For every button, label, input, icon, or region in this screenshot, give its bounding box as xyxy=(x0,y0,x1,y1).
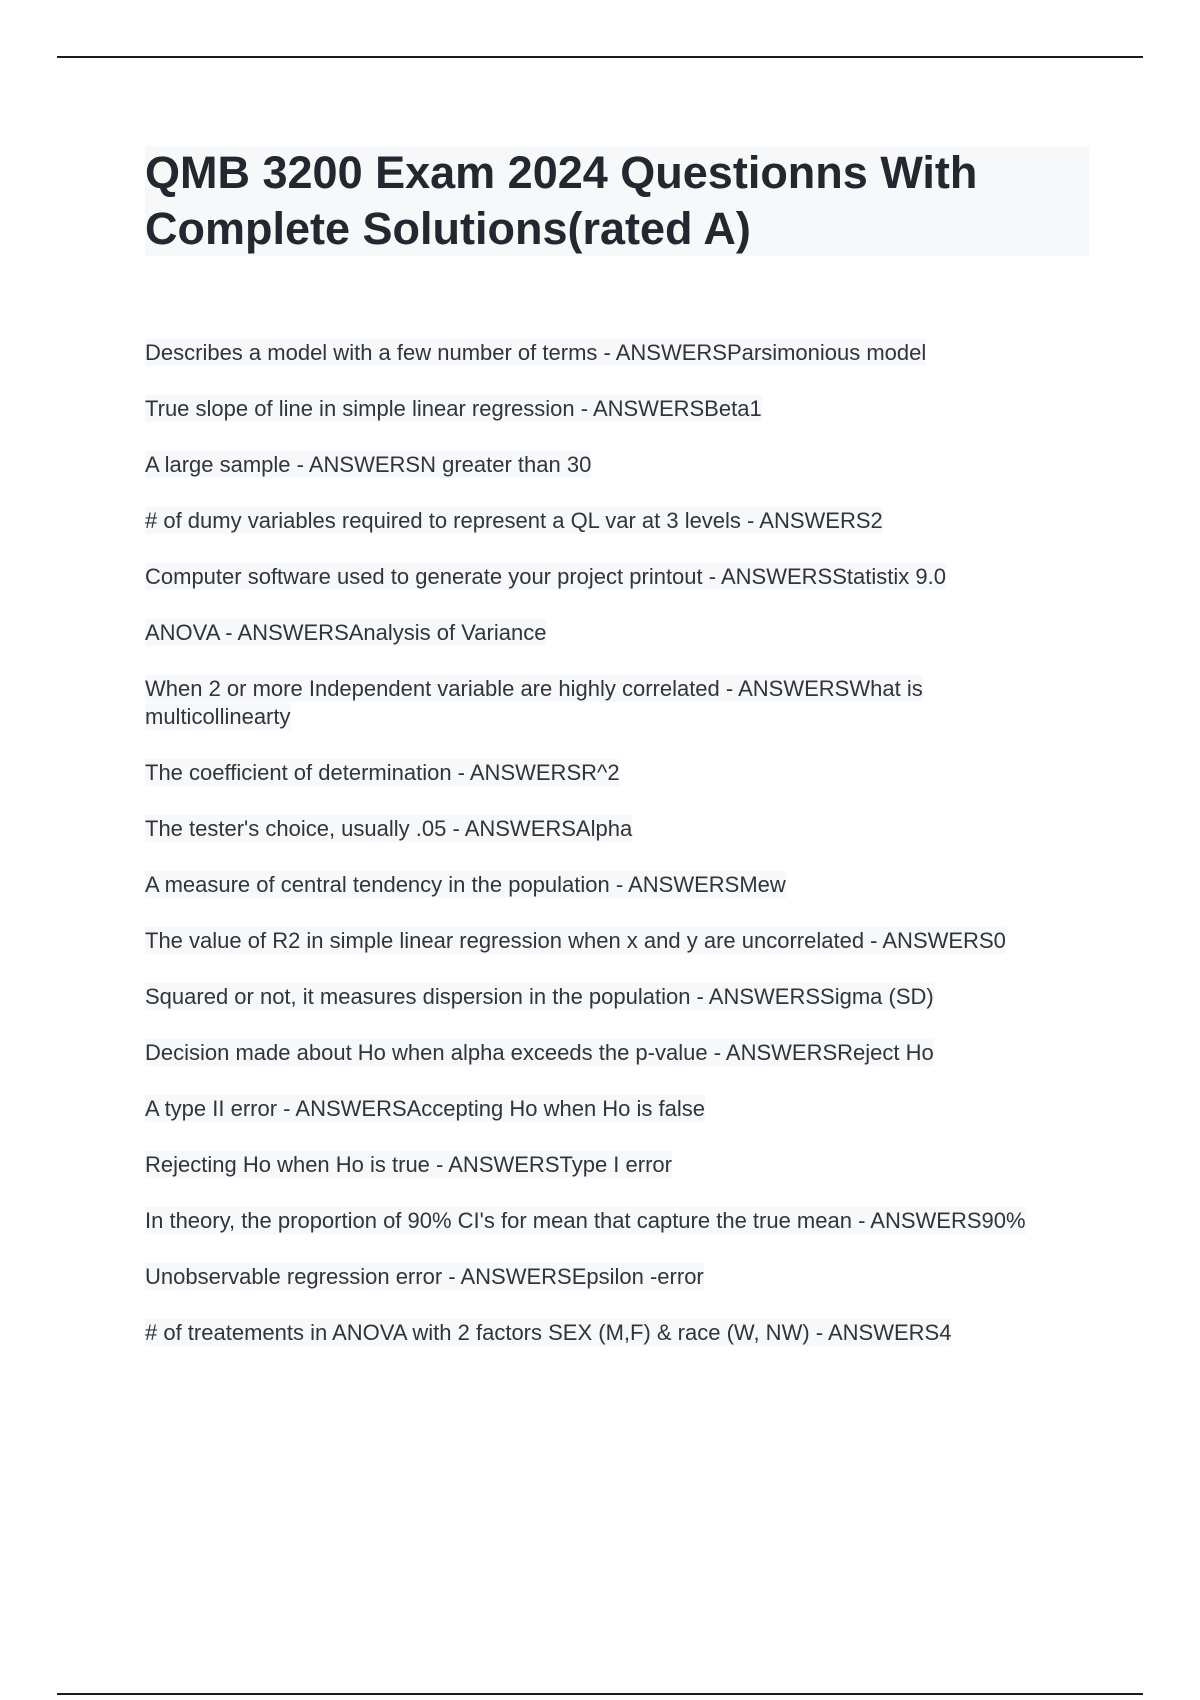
qa-item xyxy=(145,675,1065,731)
qa-item-text: ANOVA - ANSWERSAnalysis of Variance xyxy=(145,620,547,645)
qa-item-text: When 2 or more Independent variable are highly correlated - ANSWERSWhat is multicollinearty xyxy=(145,676,923,729)
qa-item xyxy=(145,619,1065,647)
qa-item-text: A type II error - ANSWERSAccepting Ho when Ho is false xyxy=(145,1096,706,1121)
qa-item-text: Describes a model with a few number of terms - ANSWERSParsimonious model xyxy=(145,340,927,365)
qa-item xyxy=(145,871,1065,899)
qa-item-text: The value of R2 in simple linear regression when x and y are uncorrelated - ANSWERS0 xyxy=(145,928,1006,953)
qa-item xyxy=(145,563,1065,591)
title-block xyxy=(145,146,1089,256)
qa-item xyxy=(145,1095,1065,1123)
footer-rule xyxy=(57,1693,1143,1695)
qa-item-text: A large sample - ANSWERSN greater than 30 xyxy=(145,452,592,477)
qa-item xyxy=(145,1263,1065,1291)
qa-item xyxy=(145,451,1065,479)
qa-item-text: # of treatements in ANOVA with 2 factors SEX (M,F) & race (W, NW) - ANSWERS4 xyxy=(145,1320,952,1345)
qa-item xyxy=(145,1319,1065,1347)
qa-item xyxy=(145,1207,1065,1235)
qa-item-text: # of dumy variables required to represent a QL var at 3 levels - ANSWERS2 xyxy=(145,508,883,533)
qa-item-text: Squared or not, it measures dispersion in the population - ANSWERSSigma (SD) xyxy=(145,984,934,1009)
qa-item-text: The coefficient of determination - ANSWERSR^2 xyxy=(145,760,620,785)
qa-item-text: The tester's choice, usually .05 - ANSWERSAlpha xyxy=(145,816,633,841)
qa-item-text: A measure of central tendency in the population - ANSWERSMew xyxy=(145,872,786,897)
qa-item xyxy=(145,1039,1065,1067)
qa-item-text: Computer software used to generate your project printout - ANSWERSStatistix 9.0 xyxy=(145,564,946,589)
qa-item xyxy=(145,927,1065,955)
qa-item xyxy=(145,815,1065,843)
header-rule xyxy=(57,56,1143,58)
qa-item xyxy=(145,759,1065,787)
qa-item xyxy=(145,983,1065,1011)
qa-item xyxy=(145,339,1065,367)
qa-item xyxy=(145,1151,1065,1179)
qa-list xyxy=(145,339,1065,1375)
qa-item xyxy=(145,395,1065,423)
qa-item-text: In theory, the proportion of 90% CI's for mean that capture the true mean - ANSWERS90% xyxy=(145,1208,1026,1233)
document-title: QMB 3200 Exam 2024 Questionns With Complete Solutions(rated A) xyxy=(145,147,978,254)
qa-item-text: True slope of line in simple linear regression - ANSWERSBeta1 xyxy=(145,396,762,421)
qa-item-text: Rejecting Ho when Ho is true - ANSWERSType I error xyxy=(145,1152,672,1177)
qa-item-text: Unobservable regression error - ANSWERSEpsilon -error xyxy=(145,1264,704,1289)
qa-item-text: Decision made about Ho when alpha exceeds the p-value - ANSWERSReject Ho xyxy=(145,1040,934,1065)
qa-item xyxy=(145,507,1065,535)
